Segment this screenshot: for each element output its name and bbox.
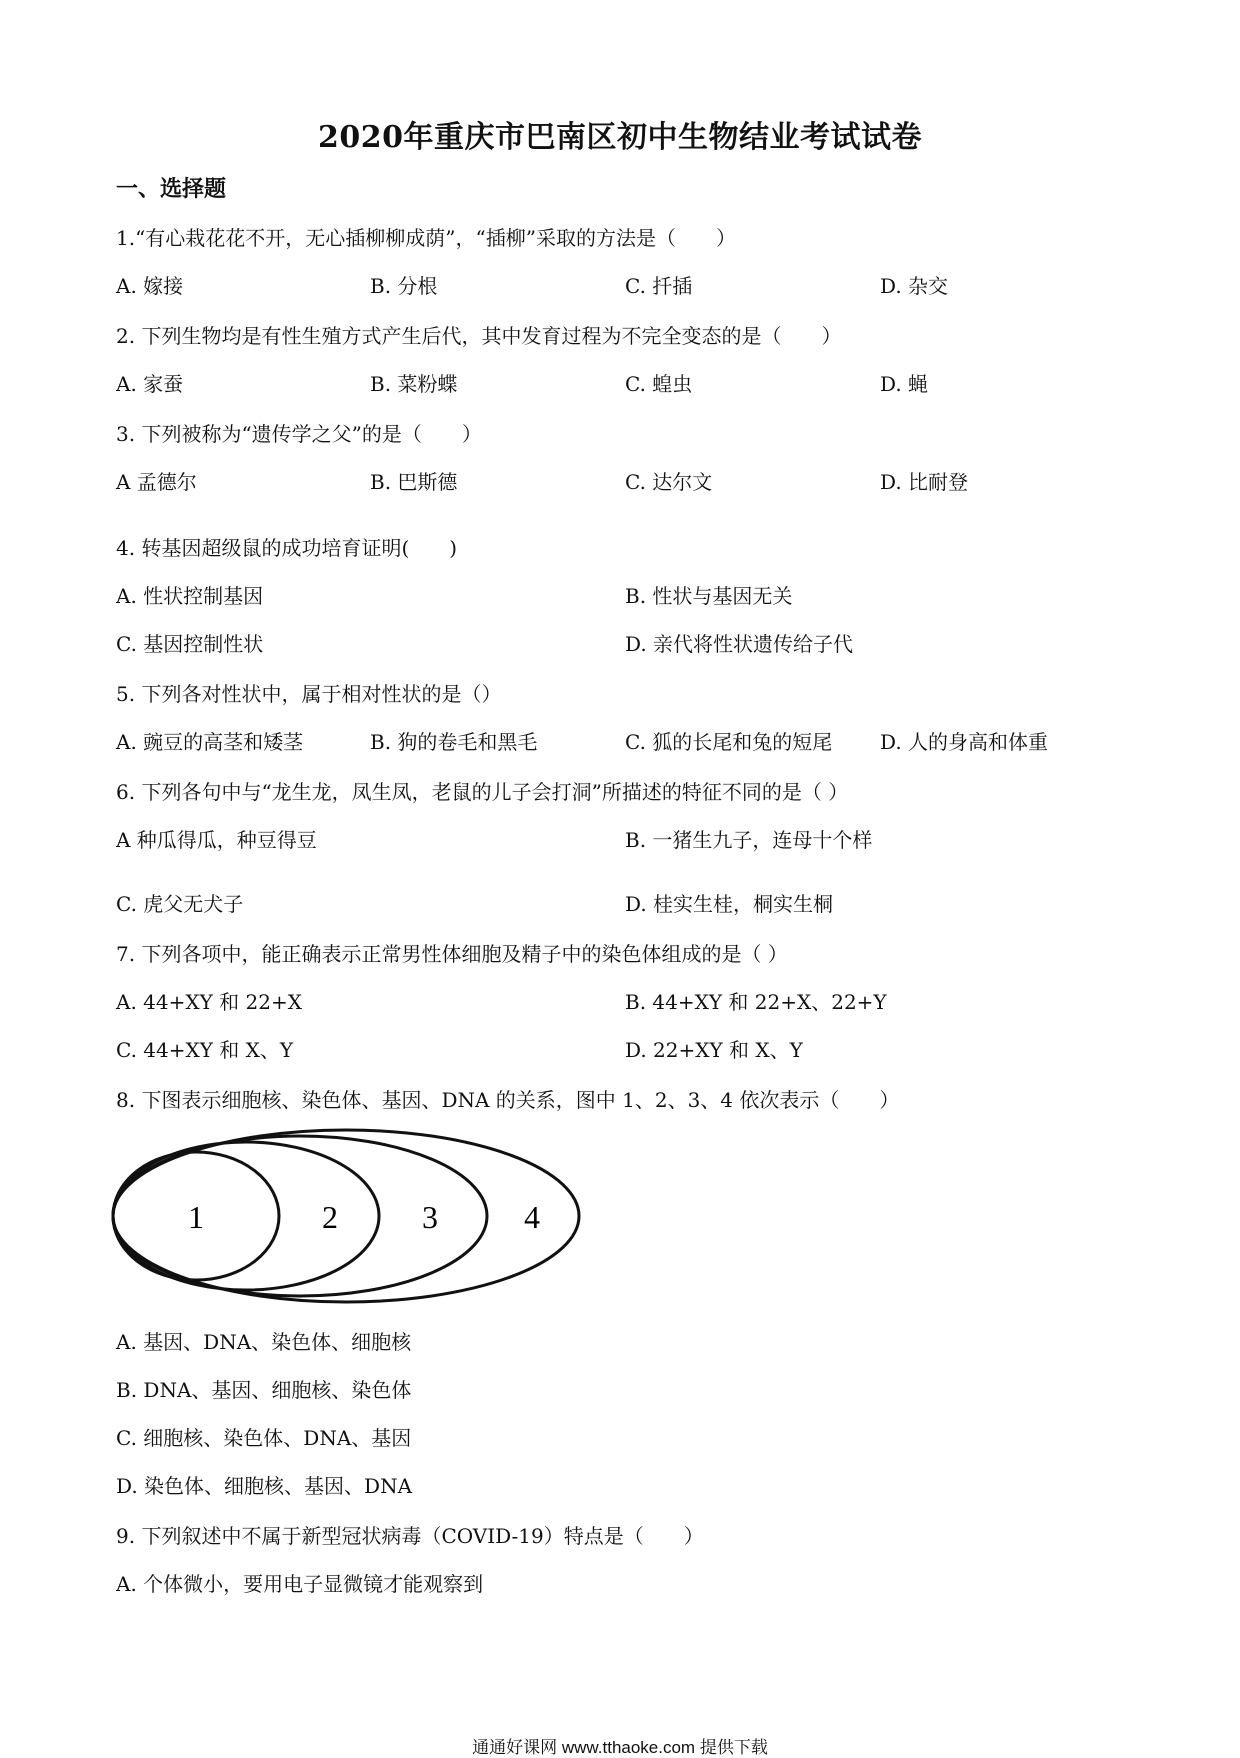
q9-option-a: A. 个体微小，要用电子显微镜才能观察到	[116, 1572, 484, 1596]
question-9-stem: 9. 下列叙述中不属于新型冠状病毒（COVID-19）特点是（ ）	[116, 1524, 704, 1548]
q4-option-c: C. 基因控制性状	[116, 632, 264, 656]
q3-option-a: A 孟德尔	[116, 470, 197, 494]
q6-option-d: D. 桂实生桂，桐实生桐	[625, 892, 834, 916]
diagram-label-2: 2	[322, 1199, 338, 1235]
q4-option-d: D. 亲代将性状遗传给子代	[625, 632, 854, 656]
diagram-label-3: 3	[422, 1199, 438, 1235]
q3-option-c: C. 达尔文	[625, 470, 713, 494]
question-5-stem: 5. 下列各对性状中，属于相对性状的是（）	[116, 682, 502, 706]
diagram-label-1: 1	[188, 1199, 204, 1235]
q8-option-d: D. 染色体、细胞核、基因、DNA	[116, 1474, 413, 1498]
section-title: 一、选择题	[116, 176, 227, 202]
q8-option-c: C. 细胞核、染色体、DNA、基因	[116, 1426, 412, 1450]
q1-option-a: A. 嫁接	[116, 274, 184, 298]
q8-option-a: A. 基因、DNA、染色体、细胞核	[116, 1330, 412, 1354]
page-title: 2020年重庆市巴南区初中生物结业考试试卷	[318, 120, 922, 155]
q6-option-b: B. 一猪生九子，连母十个样	[625, 828, 873, 852]
q1-option-c: C. 扦插	[625, 274, 693, 298]
q1-option-d: D. 杂交	[880, 274, 949, 298]
q5-option-d: D. 人的身高和体重	[880, 730, 1049, 754]
question-2-stem: 2. 下列生物均是有性生殖方式产生后代，其中发育过程为不完全变态的是（ ）	[116, 324, 842, 348]
q7-option-b: B. 44+XY 和 22+X、22+Y	[625, 990, 887, 1014]
q3-option-b: B. 巴斯德	[370, 470, 458, 494]
q7-option-d: D. 22+XY 和 X、Y	[625, 1038, 803, 1062]
q7-option-a: A. 44+XY 和 22+X	[116, 990, 302, 1014]
q2-option-d: D. 蝇	[880, 372, 929, 396]
footer: 通通好课网 www.tthaoke.com 提供下载	[472, 1738, 768, 1757]
q2-option-a: A. 家蚕	[116, 372, 184, 396]
q6-option-a: A 种瓜得瓜，种豆得豆	[116, 828, 317, 852]
ellipse-4	[113, 1130, 579, 1302]
question-8-stem: 8. 下图表示细胞核、染色体、基因、DNA 的关系，图中 1、2、3、4 依次表示（ ）	[116, 1088, 900, 1112]
q8-option-b: B. DNA、基因、细胞核、染色体	[116, 1378, 412, 1402]
nested-ellipses-diagram	[110, 1120, 590, 1320]
q5-option-b: B. 狗的卷毛和黑毛	[370, 730, 538, 754]
q7-option-c: C. 44+XY 和 X、Y	[116, 1038, 294, 1062]
diagram-label-4: 4	[524, 1199, 540, 1235]
q3-option-d: D. 比耐登	[880, 470, 969, 494]
question-4-stem: 4. 转基因超级鼠的成功培育证明( )	[116, 536, 458, 560]
q4-option-b: B. 性状与基因无关	[625, 584, 793, 608]
question-6-stem: 6. 下列各句中与“龙生龙，凤生凤，老鼠的儿子会打洞”所描述的特征不同的是（ ）	[116, 780, 849, 804]
question-3-stem: 3. 下列被称为“遗传学之父”的是（ ）	[116, 422, 482, 446]
q2-option-b: B. 菜粉蝶	[370, 372, 458, 396]
question-1-stem: 1.“有心栽花花不开，无心插柳柳成荫”，“插柳”采取的方法是（ ）	[116, 226, 736, 250]
question-7-stem: 7. 下列各项中，能正确表示正常男性体细胞及精子中的染色体组成的是（ ）	[116, 942, 788, 966]
q1-option-b: B. 分根	[370, 274, 438, 298]
q2-option-c: C. 蝗虫	[625, 372, 693, 396]
q5-option-a: A. 豌豆的高茎和矮茎	[116, 730, 304, 754]
q5-option-c: C. 狐的长尾和兔的短尾	[625, 730, 833, 754]
q6-option-c: C. 虎父无犬子	[116, 892, 244, 916]
q4-option-a: A. 性状控制基因	[116, 584, 264, 608]
